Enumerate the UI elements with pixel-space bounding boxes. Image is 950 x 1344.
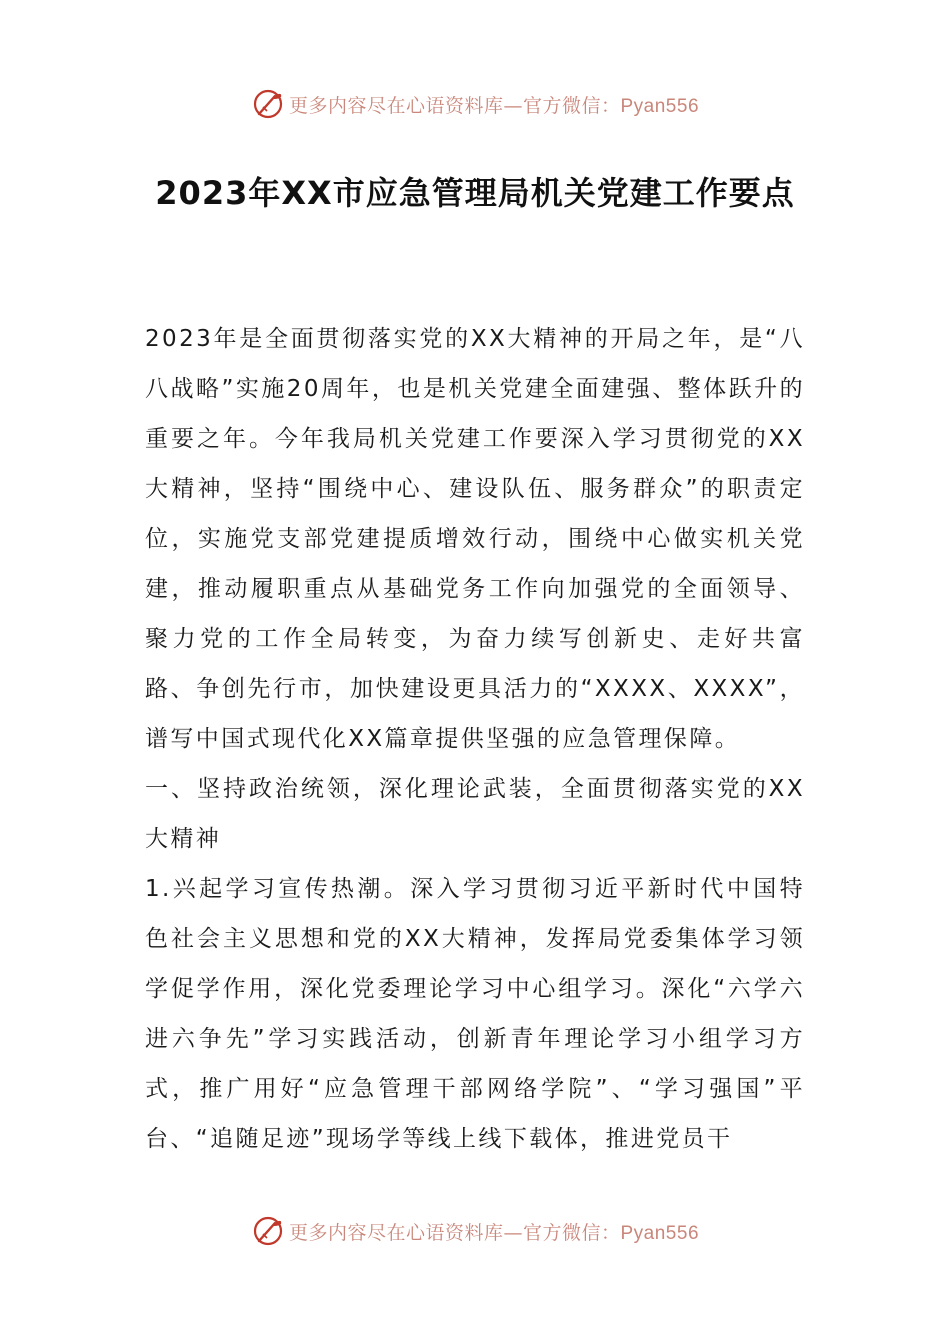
paragraph-intro: 2023年是全面贯彻落实党的XX大精神的开局之年，是“八八战略”实施20周年，也是机关党建全面建强、整体跃升的重要之年。今年我局机关党建工作要深入学习贯彻党的XX大精神，坚持“围绕中心、建设队伍、服务群众”的职责定位，实施党支部党建提质增效行动，围绕中心做实机关党建，推动履职重点从基础党务工作向加强党的全面领导、聚力党的工作全局转变，为奋力续写创新史、走好共富路、争创先行市，加快建设更具活力的“XXXX、XXXX”，谱写中国式现代化XX篇章提供坚强的应急管理保障。 bbox=[145, 326, 805, 752]
document-title: 2023年XX市应急管理局机关党建工作要点 bbox=[155, 174, 795, 212]
quill-logo-icon bbox=[251, 87, 285, 121]
section-heading-1: 一、坚持政治统领，深化理论武装，全面贯彻落实党的XX大精神 bbox=[145, 776, 805, 852]
watermark-text bbox=[289, 1218, 699, 1245]
watermark-wechat-id: Pyan556 bbox=[620, 95, 700, 117]
watermark-text-cn: 更多内容尽在心语资料库—官方微信： bbox=[288, 1221, 621, 1244]
watermark-wechat-id: Pyan556 bbox=[620, 1222, 700, 1244]
footer-watermark bbox=[0, 1211, 950, 1251]
paragraph-item-1: 1.兴起学习宣传热潮。深入学习贯彻习近平新时代中国特色社会主义思想和党的XX大精神，发挥局党委集体学习领学促学作用，深化党委理论学习中心组学习。深化“六学六进六争先”学习实践活动，创新青年理论学习小组学习方式，推广用好“应急管理干部网络学院”、“学习强国”平台、“追随足迹”现场学等线上线下载体，推进党员干 bbox=[145, 876, 805, 1152]
quill-logo-icon bbox=[251, 1214, 285, 1248]
watermark-text-cn: 更多内容尽在心语资料库—官方微信： bbox=[288, 94, 621, 117]
header-watermark bbox=[0, 84, 950, 124]
document-body bbox=[145, 314, 805, 1164]
watermark-text bbox=[289, 91, 699, 118]
